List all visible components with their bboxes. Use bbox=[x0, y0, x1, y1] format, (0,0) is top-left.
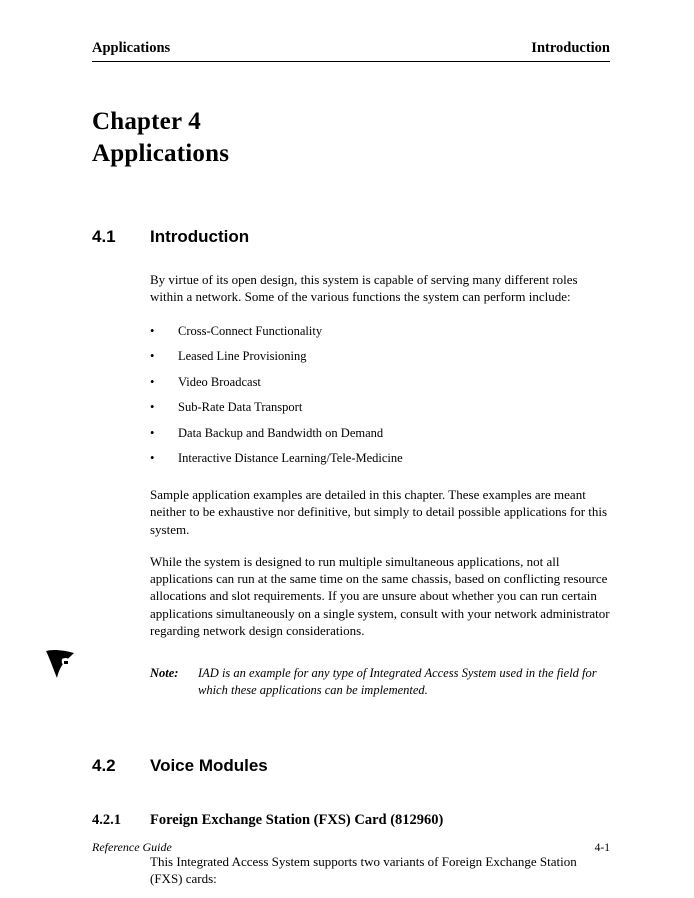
section-heading-4-2-1 bbox=[92, 812, 610, 829]
bullet-marker-icon: • bbox=[150, 349, 155, 364]
section-number-4-1: 4.1 bbox=[92, 227, 116, 246]
bullet-marker-icon: • bbox=[150, 425, 155, 440]
list-item-label: Leased Line Provisioning bbox=[178, 349, 307, 364]
note-block bbox=[92, 665, 610, 699]
running-header-right: Introduction bbox=[531, 40, 610, 56]
list-item-label: Cross-Connect Functionality bbox=[178, 323, 323, 338]
footer-page-number: 4-1 bbox=[594, 842, 610, 854]
section-4-1-body bbox=[150, 271, 610, 639]
list-item bbox=[150, 375, 610, 390]
section-title-4-2-1: Foreign Exchange Station (FXS) Card (812960) bbox=[150, 812, 444, 829]
running-header bbox=[92, 40, 610, 61]
section-title-4-1: Introduction bbox=[150, 227, 250, 246]
fxs-paragraph-1: This Integrated Access System supports two variants of Foreign Exchange Station (FXS) cards: bbox=[150, 854, 577, 887]
running-header-left: Applications bbox=[92, 40, 171, 56]
page-footer bbox=[92, 840, 610, 855]
list-item-label: Data Backup and Bandwidth on Demand bbox=[178, 425, 384, 440]
bullet-marker-icon: • bbox=[150, 323, 155, 338]
section-4-2-1-body bbox=[150, 853, 610, 888]
list-item bbox=[150, 324, 610, 339]
intro-paragraph-1: By virtue of its open design, this system is capable of serving many different roles within a network. Some of the various functions the system can perform include: bbox=[150, 272, 578, 305]
section-heading-4-2 bbox=[92, 756, 610, 776]
list-item bbox=[150, 349, 610, 364]
intro-bullet-list bbox=[150, 324, 610, 467]
note-pointing-hand-icon bbox=[44, 647, 84, 681]
list-item bbox=[150, 451, 610, 466]
chapter-number: Chapter 4 bbox=[92, 108, 201, 135]
note-label: Note: bbox=[150, 666, 179, 681]
intro-paragraph-3: While the system is designed to run multiple simultaneous applications, not all applications can run at the same time on the same chassis, based on conflicting resource allocations and slot requirements. If you are unsure about whether you can run certain applications simultaneously on a single system, consult with your network administrator regarding network design considerations. bbox=[150, 553, 610, 639]
bullet-marker-icon: • bbox=[150, 451, 155, 466]
section-number-4-2: 4.2 bbox=[92, 756, 116, 776]
list-item-label: Interactive Distance Learning/Tele-Medicine bbox=[178, 451, 403, 466]
list-item bbox=[150, 400, 610, 415]
header-rule bbox=[92, 61, 610, 62]
chapter-title bbox=[92, 106, 610, 170]
page-content bbox=[92, 40, 610, 898]
list-item bbox=[150, 426, 610, 441]
section-number-4-2-1: 4.2.1 bbox=[92, 812, 121, 829]
section-title-4-2: Voice Modules bbox=[150, 756, 268, 776]
bullet-marker-icon: • bbox=[150, 374, 155, 389]
chapter-name: Applications bbox=[92, 140, 230, 167]
list-item-label: Video Broadcast bbox=[178, 374, 261, 389]
bullet-marker-icon: • bbox=[150, 400, 155, 415]
footer-document-title: Reference Guide bbox=[92, 840, 172, 854]
list-item-label: Sub-Rate Data Transport bbox=[178, 400, 303, 415]
intro-paragraph-2: Sample application examples are detailed in this chapter. These examples are meant neither to be exhaustive nor definitive, but simply to detail possible applications for this system. bbox=[150, 487, 608, 537]
section-heading-4-1 bbox=[92, 227, 610, 247]
note-content bbox=[150, 665, 612, 699]
note-text: IAD is an example for any type of Integrated Access System used in the field for which these applications can be implemented. bbox=[198, 666, 597, 698]
